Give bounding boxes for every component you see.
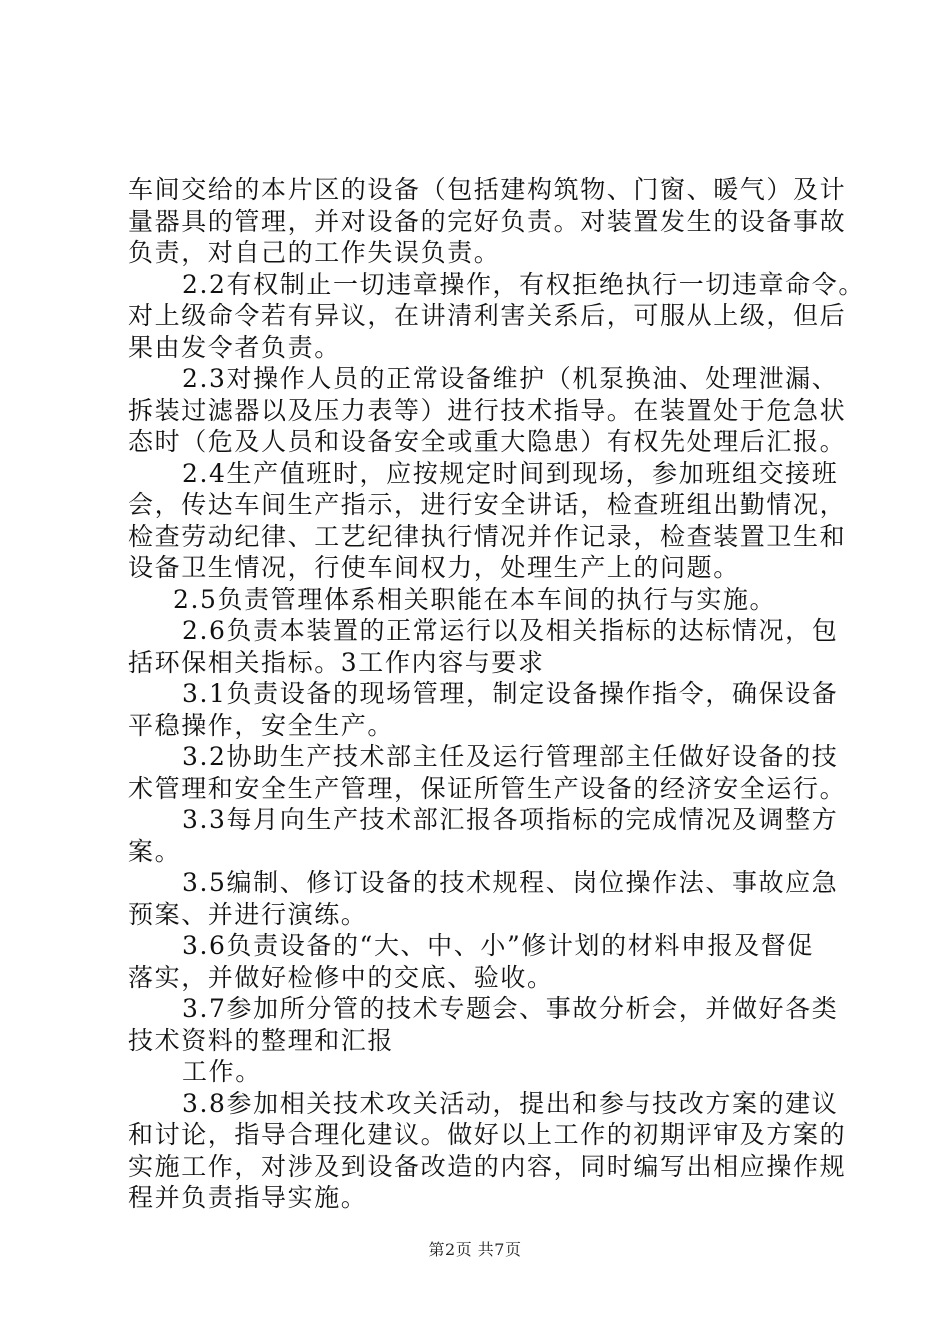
text-line: 和讨论，指导合理化建议。做好以上工作的初期评审及方案的 <box>128 1120 847 1149</box>
text-line: 案。 <box>128 836 182 866</box>
text-line: 程并负责指导实施。 <box>128 1183 368 1212</box>
paragraph-3-1: 3.1负责设备的现场管理，制定设备操作指令，确保设备 <box>182 679 839 708</box>
text-line: 果由发令者负责。 <box>128 332 341 362</box>
paragraph-3-7: 3.7参加所分管的技术专题会、事故分析会，并做好各类 <box>182 994 839 1023</box>
text-line: 态时（危及人员和设备安全或重大隐患）有权先处理后汇报。 <box>128 427 847 456</box>
text-line: 术管理和安全生产管理，保证所管生产设备的经济安全运行。 <box>128 773 847 803</box>
text-line: 实施工作，对涉及到设备改造的内容，同时编写出相应操作规 <box>128 1151 847 1181</box>
text-line: 平稳操作，安全生产。 <box>128 710 395 740</box>
text-line: 落实，并做好检修中的交底、验收。 <box>128 962 554 992</box>
text-line: 技术资料的整理和汇报 <box>128 1025 395 1055</box>
text-line: 会，传达车间生产指示，进行安全讲话，检查班组出勤情况， <box>128 490 847 519</box>
text-line: 对上级命令若有异议，在讲清利害关系后，可服从上级，但后 <box>128 301 847 330</box>
text-line: 量器具的管理，并对设备的完好负责。对装置发生的设备事故 <box>128 206 847 236</box>
paragraph-2-3: 2.3对操作人员的正常设备维护（机泵换油、处理泄漏、 <box>182 364 839 393</box>
document-body <box>128 174 865 1214</box>
page-number-footer: 第2页 共7页 <box>428 1240 522 1259</box>
paragraph-3-2: 3.2协助生产技术部主任及运行管理部主任做好设备的技 <box>182 742 839 771</box>
text-line: 车间交给的本片区的设备（包括建构筑物、门窗、暖气）及计 <box>128 175 847 204</box>
paragraph-2-4: 2.4生产值班时，应按规定时间到现场，参加班组交接班 <box>182 458 839 488</box>
paragraph-2-5: 2.5负责管理体系相关职能在本车间的执行与实施。 <box>173 584 777 614</box>
text-line: 负责，对自己的工作失误负责。 <box>128 238 501 267</box>
paragraph-3-6: 3.6负责设备的“大、中、小”修计划的材料申报及督促 <box>182 931 814 960</box>
text-line: 检查劳动纪律、工艺纪律执行情况并作记录，检查装置卫生和 <box>128 521 847 551</box>
text-line: 工作。 <box>182 1057 262 1086</box>
text-line: 预案、并进行演练。 <box>128 899 368 929</box>
text-line: 设备卫生情况，行使车间权力，处理生产上的问题。 <box>128 553 740 582</box>
paragraph-2-6: 2.6负责本装置的正常运行以及相关指标的达标情况，包 <box>182 616 839 645</box>
paragraph-3-8: 3.8参加相关技术攻关活动，提出和参与技改方案的建议 <box>182 1088 839 1118</box>
text-line: 括环保相关指标。3工作内容与要求 <box>128 647 545 677</box>
paragraph-2-2: 2.2有权制止一切违章操作，有权拒绝执行一切违章命令。 <box>182 269 865 299</box>
paragraph-3-3: 3.3每月向生产技术部汇报各项指标的完成情况及调整方 <box>182 805 839 834</box>
paragraph-3-5: 3.5编制、修订设备的技术规程、岗位操作法、事故应急 <box>182 868 839 897</box>
text-line: 拆装过滤器以及压力表等）进行技术指导。在装置处于危急状 <box>128 395 847 425</box>
